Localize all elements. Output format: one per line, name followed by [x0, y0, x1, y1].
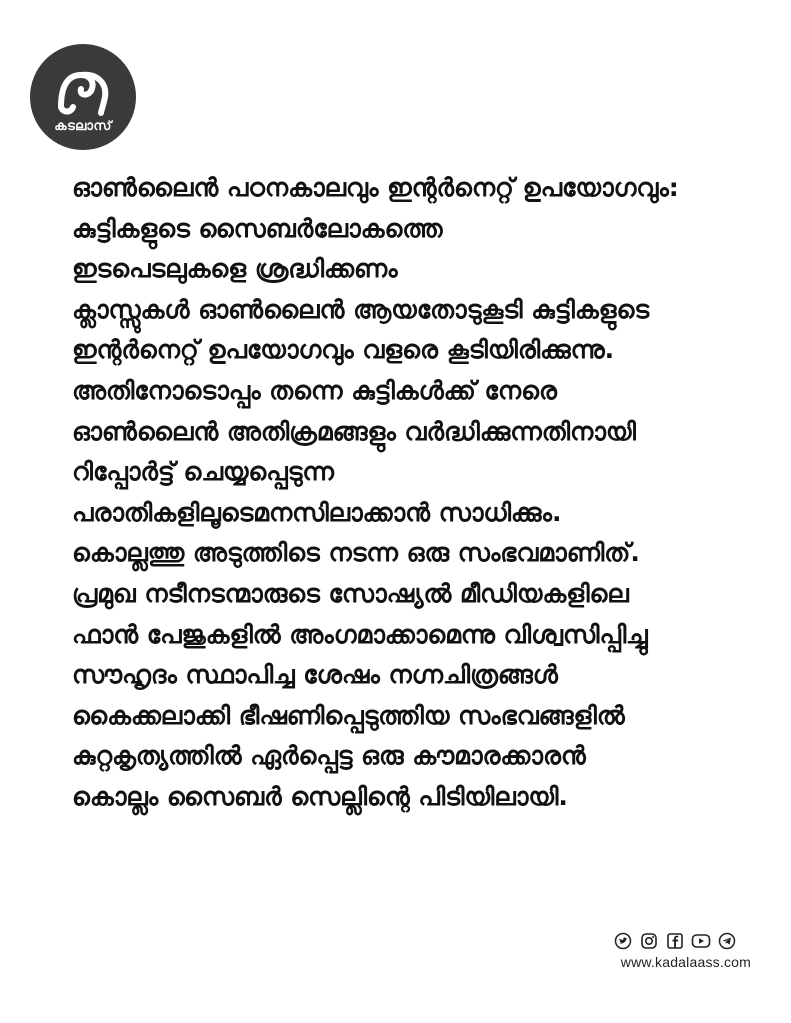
article-line: ഇടപെടലുകളെ ശ്രദ്ധിക്കണം: [72, 254, 398, 284]
social-icons: [613, 932, 737, 950]
twitter-icon[interactable]: [613, 932, 633, 950]
footer: [551, 932, 751, 970]
article-line: റിപ്പോർട്ട് ചെയ്യപ്പെടുന്ന: [72, 457, 334, 487]
telegram-icon[interactable]: [717, 932, 737, 950]
article-line: ക്ലാസ്സുകൾ ഓൺലൈൻ ആയതോടുകൂടി കുട്ടികളുടെ: [72, 294, 650, 324]
article-line: പ്രമുഖ നടീനടന്മാരുടെ സോഷ്യൽ മീഡിയകളിലെ: [72, 578, 629, 608]
article-line: ഫാൻ പേജുകളിൽ അംഗമാക്കാമെന്നു വിശ്വസിപ്പിച്ചു: [72, 619, 648, 649]
logo-text: കടലാസ്: [54, 118, 112, 134]
article-line: കുട്ടികളുടെ സൈബർലോകത്തെ: [72, 213, 443, 243]
article-line: കൊല്ലത്തു അടുത്തിടെ നടന്ന ഒരു സംഭവമാണിത്.: [72, 538, 640, 568]
article-line: ഇന്റർനെറ്റ് ഉപയോഗവും വളരെ കൂടിയിരിക്കുന്നു.: [72, 335, 615, 365]
article-line: ഓൺലൈൻ അതിക്രമങ്ങളും വർദ്ധിക്കുന്നതിനായി: [72, 416, 636, 446]
website-url[interactable]: www.kadalaass.com: [620, 954, 751, 970]
article-line: സൗഹൃദം സ്ഥാപിച്ച ശേഷം നഗ്നചിത്രങ്ങൾ: [72, 660, 558, 690]
youtube-icon[interactable]: [691, 932, 711, 950]
article-line: ഓൺലൈൻ പഠനകാലവും ഇന്റർനെറ്റ് ഉപയോഗവും:: [72, 173, 679, 202]
article-line: കുറ്റകൃത്യത്തിൽ ഏർപ്പെട്ട ഒരു കൗമാരക്കാരൻ: [72, 741, 586, 771]
logo-glyph: [51, 67, 115, 117]
article-body: [72, 168, 762, 818]
brand-logo: [30, 44, 136, 150]
instagram-icon[interactable]: [639, 932, 659, 950]
facebook-icon[interactable]: [665, 932, 685, 950]
article-line: പരാതികളിലൂടെമനസിലാക്കാൻ സാധിക്കും.: [72, 497, 562, 527]
article-line: കൈക്കലാക്കി ഭീഷണിപ്പെടുത്തിയ സംഭവങ്ങളിൽ: [72, 700, 625, 730]
article-line: കൊല്ലം സൈബർ സെല്ലിന്റെ പിടിയിലായി.: [72, 781, 568, 811]
article-line: അതിനോടൊപ്പം തന്നെ കുട്ടികൾക്ക് നേരെ: [72, 375, 557, 405]
